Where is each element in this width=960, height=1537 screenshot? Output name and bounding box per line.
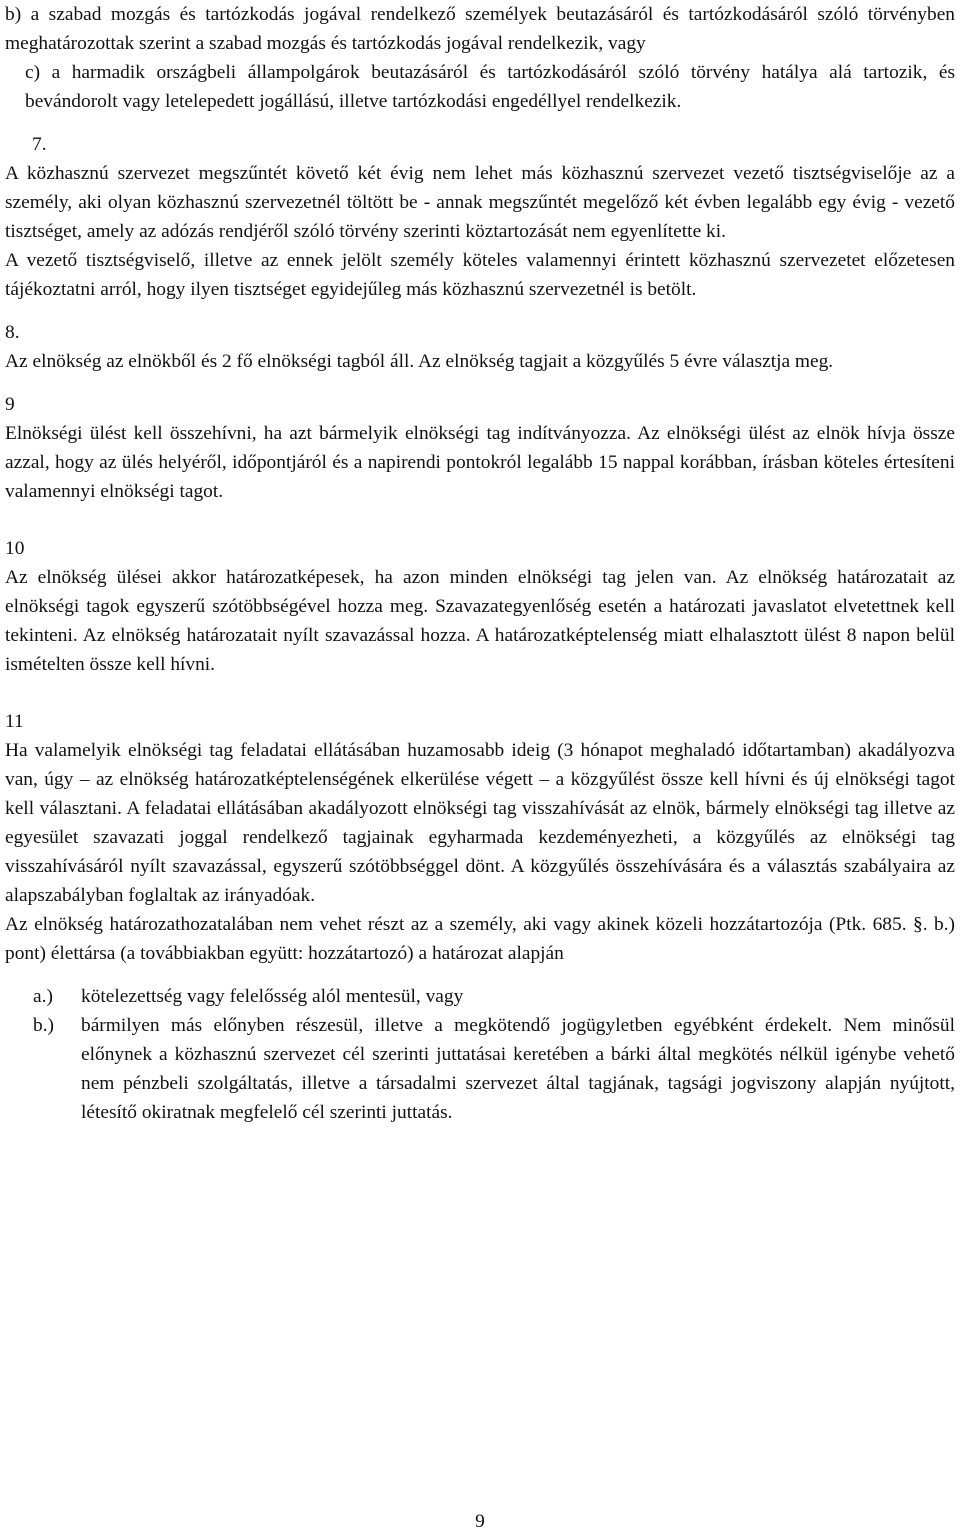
- section-number: 10: [5, 538, 25, 559]
- section-paragraph: Az elnökség határozathozatalában nem vehet részt az a személy, aki vagy akinek közeli hozzátartozója (Ptk. 685. §. b.) pont) élettársa (a továbbiakban együtt: hozzátartozó) a határozat alapján: [5, 914, 955, 964]
- section-paragraph: Az elnökség az elnökből és 2 fő elnökségi tagból áll. Az elnökség tagjait a közgyűlés 5 évre választja meg.: [5, 351, 834, 372]
- intro-item-c: c) a harmadik országbeli állampolgárok beutazásáról és tartózkodásáról szóló törvény hatálya alá tartozik, és bevándorolt vagy letelepedett jogállású, illetve tartózkodási engedéllyel rendelkezik.: [25, 62, 955, 112]
- document-page: [5, 0, 955, 1127]
- condition-list: [5, 982, 955, 1127]
- list-marker: b.): [33, 1015, 55, 1036]
- list-item: [5, 982, 955, 1011]
- spacer: [5, 376, 955, 390]
- section-paragraph: Ha valamelyik elnökségi tag feladatai ellátásában huzamosabb ideig (3 hónapot meghaladó időtartamban) akadályozva van, úgy – az elnökség határozatképtelenségének elkerülése végett – a közgyűlést össze kell hívni és új elnökségi tagot kell választani. A feladatai ellátásában akadályozott elnökségi tag visszahívását az elnök, bármely elnökségi tag illetve az egyesület szavazati joggal rendelkező tagjainak egyharmada kezdeményezheti, a közgyűlés az elnökségi tag visszahívásáról nyílt szavazással, egyszerű szótöbbséggel dönt. A közgyűlés összehívására és a választás szabályaira az alapszabályban foglaltak az irányadóak.: [5, 740, 955, 906]
- section-number: 9: [5, 394, 15, 415]
- spacer: [5, 968, 955, 982]
- section-7: [5, 130, 955, 304]
- page-number: 9: [475, 1511, 485, 1532]
- section-number: 8.: [5, 322, 20, 343]
- section-11: [5, 707, 955, 1127]
- section-10: [5, 534, 955, 679]
- spacer: [5, 304, 955, 318]
- list-marker: a.): [33, 986, 53, 1007]
- spacer: [5, 116, 955, 130]
- spacer: [5, 506, 955, 534]
- section-8: [5, 318, 955, 376]
- section-9: [5, 390, 955, 506]
- list-item-text: bármilyen más előnyben részesül, illetve a megkötendő jogügyletben egyébként érdekelt. Nem minősül előnynek a közhasznú szervezet cél szerinti juttatásai keretében a bárki által megkötés nélkül igénybe vehető nem pénzbeli szolgáltatás, illetve a társadalmi szervezet által tagjának, tagsági jogviszony alapján nyújtott, létesítő okiratnak megfelelő cél szerinti juttatás.: [81, 1015, 955, 1123]
- section-paragraph: Az elnökség ülései akkor határozatképesek, ha azon minden elnökségi tag jelen van. Az elnökség határozatait az elnökségi tagok egyszerű szótöbbségével hozza meg. Szavazategyenlőség esetén a határozati javaslatot elvetettnek kell tekinteni. Az elnökség határozatait nyílt szavazással hozza. A határozatképtelenség miatt elhalasztott ülést 8 napon belül ismételten össze kell hívni.: [5, 567, 955, 675]
- list-item-text: kötelezettség vagy felelősség alól mentesül, vagy: [81, 986, 464, 1007]
- spacer: [5, 679, 955, 707]
- section-number: 11: [5, 711, 24, 732]
- section-paragraph: A vezető tisztségviselő, illetve az ennek jelölt személy köteles valamennyi érintett közhasznú szervezetet előzetesen tájékoztatni arról, hogy ilyen tisztséget egyidejűleg más közhasznú szervezetnél is betölt.: [5, 250, 955, 300]
- section-paragraph: Elnökségi ülést kell összehívni, ha azt bármelyik elnökségi tag indítványozza. Az elnökségi ülést az elnök hívja össze azzal, hogy az ülés helyéről, időpontjáról és a napirendi pontokról legalább 15 nappal korábban, írásban köteles értesíteni valamennyi elnökségi tagot.: [5, 423, 955, 502]
- section-paragraph: A közhasznú szervezet megszűntét követő két évig nem lehet más közhasznú szervezet vezető tisztségviselője az a személy, aki olyan közhasznú szervezetnél töltött be - annak megszűntét megelőző két évben legalább egy évig - vezető tisztséget, amely az adózás rendjéről szóló törvény szerinti köztartozását nem egyenlítette ki.: [5, 163, 955, 242]
- list-item: [5, 1011, 955, 1127]
- section-number: 7.: [32, 134, 47, 155]
- intro-item-b: b) a szabad mozgás és tartózkodás jogával rendelkező személyek beutazásáról és tartózkodásáról szóló törvényben meghatározottak szerint a szabad mozgás és tartózkodás jogával rendelkezik, vagy: [5, 4, 955, 54]
